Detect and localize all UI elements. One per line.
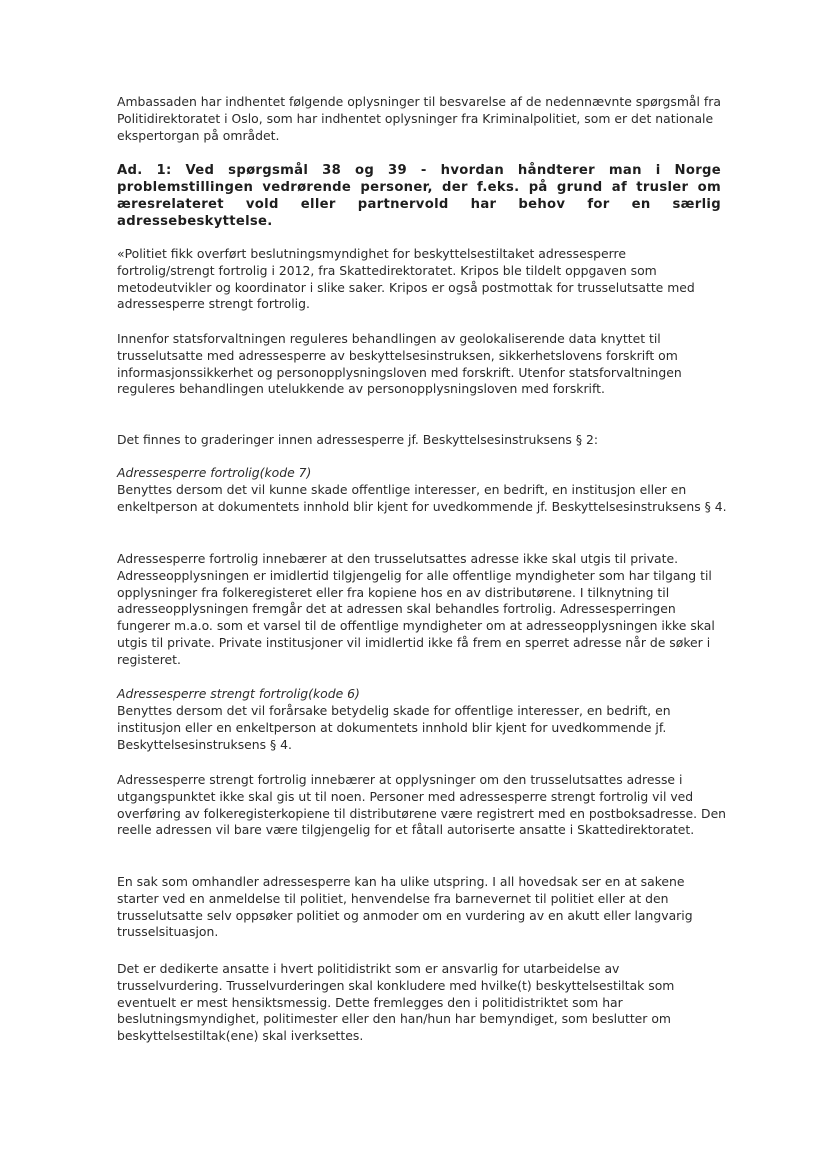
paragraph-code-7: Benyttes dersom det vil kunne skade offentlige interesser, en bedrift, en institusjon eller en enkeltperson at dokumentets innhold blir kjent for uvedkommende jf. Beskyttelsesinstruksens § 4. [117,482,727,514]
section-title-code-7: Adressesperre fortrolig(kode 7) [117,465,312,480]
paragraph-code-6-details: Adressesperre strengt fortrolig innebærer at opplysninger om den trusselutsattes adresse i utgangspunktet ikke skal gis ut til noen. Personer med adressesperre strengt fortrolig vil ved overføring av folkeregisterkopiene til distributørene være registrert med en postboksadresse. Den reelle adressen vil bare være tilgjengelig for et fåtall autoriserte ansatte i Skattedirektoratet. [117,772,727,838]
paragraph-gradings: Det finnes to graderinger innen adressesperre jf. Beskyttelsesinstruksens § 2: [117,432,599,447]
paragraph-case-origins: En sak som omhandler adressesperre kan ha ulike utspring. I all hovedsak ser en at sakene starter ved en anmeldelse til politiet, henvendelse fra barnevernet til politiet eller at den trusselutsatte selv oppsøker politiet og anmoder om en vurdering av en akutt eller langvarig trusselsituasjon. [117,874,693,940]
section-title-code-6: Adressesperre strengt fortrolig(kode 6) [117,686,360,701]
paragraph-police-authority: «Politiet fikk overført beslutningsmyndighet for beskyttelsestiltaket adressesperre fortrolig/strengt fortrolig i 2012, fra Skattedirektoratet. Kripos ble tildelt oppgaven som metodeutvikler og koordinator i slike saker. Kripos er også postmottak for trusselutsatte med adressesperre strengt fortrolig. [117,246,695,312]
intro-paragraph: Ambassaden har indhentet følgende oplysninger til besvarelse af de nedennævnte spørgsmål fra Politidirektoratet i Oslo, som har indhentet oplysninger fra Kriminalpolitiet, som er det nationale ekspertorgan på området. [117,94,721,143]
paragraph-regulation: Innenfor statsforvaltningen reguleres behandlingen av geolokaliserende data knyttet til trusselutsatte med adressesperre av beskyttelsesinstruksen, sikkerhetslovens forskrift om informasjonssikkerhet og personopplysningsloven med forskrift. Utenfor statsforvaltningen reguleres behandlingen utelukkende av personopplysningsloven med forskrift. [117,331,682,397]
paragraph-threat-assessment: Det er dedikerte ansatte i hvert politidistrikt som er ansvarlig for utarbeidelse av trusselvurdering. Trusselvurderingen skal konkludere med hvilke(t) beskyttelsestiltak som eventuelt er mest hensiktsmessig. Dette fremlegges den i politidistriktet som har beslutningsmyndighet, politimester eller den han/hun har bemyndiget, som beslutter om beskyttelsestiltak(ene) skal iverksettes. [117,961,675,1044]
question-heading: Ad. 1: Ved spørgsmål 38 og 39 - hvordan håndterer man i Norge problemstillingen vedrørende personer, der f.eks. på grund af trusler om æresrelateret vold eller partnervold har behov for en særlig adressebeskyttelse. [117,163,721,229]
paragraph-code-7-details: Adressesperre fortrolig innebærer at den trusselutsattes adresse ikke skal utgis til private. Adresseopplysningen er imidlertid tilgjengelig for alle offentlige myndigheter som har tilgang til opplysninger fra folkeregisteret eller fra kopiene hos en av distributørene. I tilknytning til adresseopplysningen fremgår det at adressen skal behandles fortrolig. Adressesperringen fungerer m.a.o. som et varsel til de offentlige myndigheter om at adresseopplysningen ikke skal utgis til private. Private institusjoner vil imidlertid ikke få frem en sperret adresse når de søker i registeret. [117,551,715,667]
paragraph-code-6: Benyttes dersom det vil forårsake betydelig skade for offentlige interesser, en bedrift, en institusjon eller en enkeltperson at dokumentets innhold blir kjent for uvedkommende jf. Beskyttelsesinstruksens § 4. [117,703,671,752]
